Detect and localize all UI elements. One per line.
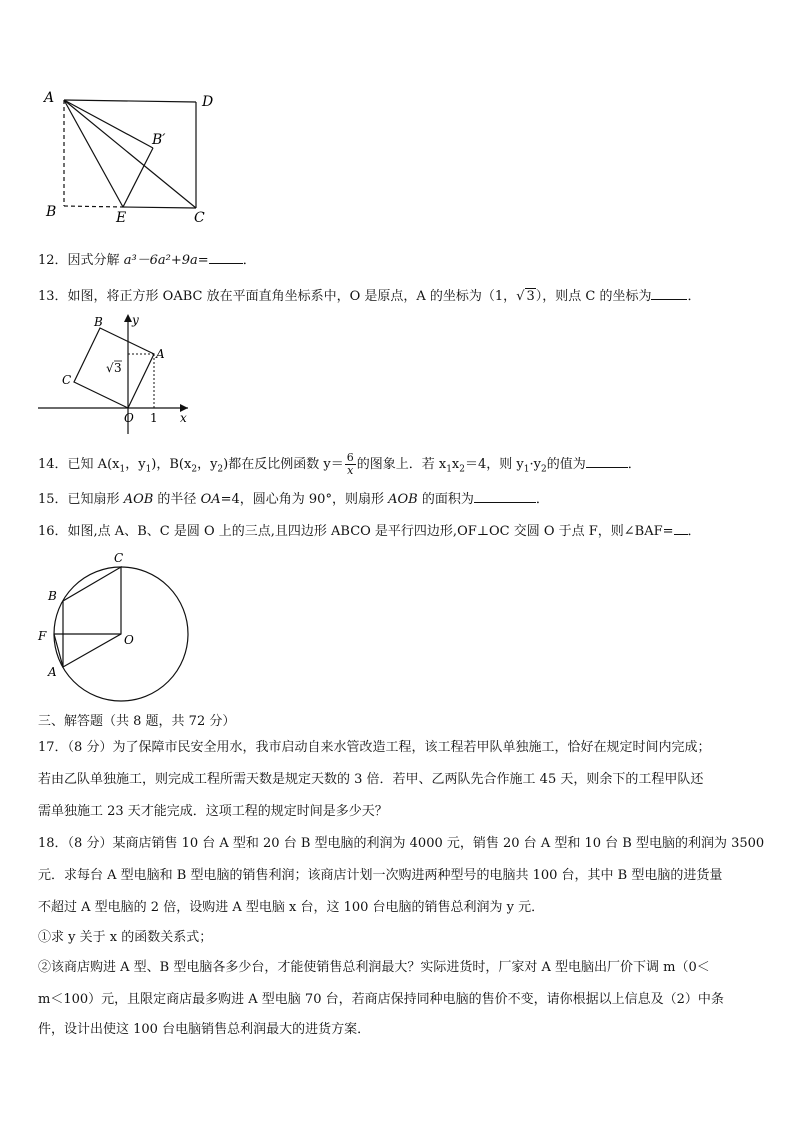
fig11-label-bprime: B′ [152, 132, 166, 148]
q14-denominator: x [347, 464, 354, 477]
q18-line-3: 不超过 A 型电脑的 2 倍，设购进 A 型电脑 x 台，这 100 台电脑的销售总利润为 y 元． [38, 900, 545, 915]
q15-part: 的半径 [153, 492, 201, 507]
q14-part: 的图象上．若 x [356, 457, 447, 472]
q14-part: ·y [529, 457, 541, 472]
q15-aob: AOB [123, 492, 154, 507]
q14-end: ． [627, 457, 641, 472]
question-15 [38, 490, 549, 508]
q14-sub: 2 [191, 464, 198, 475]
q13-rest: ），则点 C 的坐标为 [535, 289, 652, 304]
q14-part: x [451, 457, 460, 472]
q14-sub: 1 [145, 464, 152, 475]
q15-oa: OA [200, 492, 221, 507]
fig13-label-o: O [124, 411, 134, 425]
q18-line-7: 件，设计出使这 100 台电脑销售总利润最大的进货方案． [38, 1022, 371, 1037]
q14-sub: 2 [217, 464, 224, 475]
q18-line-2: 元．求每台 A 型电脑和 B 型电脑的销售利润；该商店计划一次购进两种型号的电脑共 100 台，其中 B 型电脑的进货量 [38, 868, 723, 883]
q12-text: 12．因式分解 [38, 253, 124, 268]
section-3-heading: 三、解答题（共 8 题，共 72 分） [38, 714, 236, 729]
fig11-label-b: B [46, 204, 57, 220]
q14-part: )都在反比例函数 y＝ [223, 457, 344, 472]
fig16-label-c: C [114, 551, 124, 565]
q14-sub: 1 [446, 464, 452, 475]
q14-sub: 2 [540, 464, 547, 475]
q14-part: 14．已知 A(x [38, 457, 120, 472]
q18-line-5: ②该商店购进 A 型、B 型电脑各多少台，才能使销售总利润最大？实际进货时，厂家对 A 型电脑出厂价下调 m（0＜ [38, 960, 710, 975]
q12-expression: a³－6a²+9a= [123, 253, 209, 268]
question-12 [38, 251, 256, 269]
q18-line-6: m＜100）元，且限定商店最多购进 A 型电脑 70 台，若商店保持同种电脑的售价不变，请你根据以上信息及（2）中条 [38, 992, 724, 1007]
fig16-label-o: O [124, 633, 134, 647]
q17-line-2: 若由乙队单独施工，则完成工程所需天数是规定天数的 3 倍．若甲、乙两队先合作施工 45 天，则余下的工程甲队还 [38, 772, 704, 787]
q14-part: ＝4，则 y [465, 457, 524, 472]
q14-part: ，y [125, 457, 146, 472]
question-14 [38, 452, 641, 478]
q15-answer-blank[interactable] [474, 490, 536, 503]
q16-text: 16．如图,点 A、B、C 是圆 O 上的三点,且四边形 ABCO 是平行四边形,OF⊥OC 交圆 O 于点 F，则∠BAF= [38, 524, 674, 539]
q16-answer-blank[interactable] [674, 522, 688, 535]
question-13: 13．如图，将正方形 OABC 放在平面直角坐标系中，O 是原点，A 的坐标为（1，√ 3），则点 C 的坐标为 ． [38, 289, 701, 304]
q14-part: )，B(x [151, 457, 192, 472]
q13-end: ． [687, 289, 701, 304]
figure-11-square-fold [38, 88, 228, 228]
q14-fraction [345, 452, 356, 477]
fig16-label-f: F [38, 629, 47, 643]
fig16-label-a: A [48, 665, 57, 679]
fig13-label-c: C [62, 373, 72, 387]
fig11-label-a: A [44, 90, 55, 106]
fig13-label-sqrt3: 3 [114, 361, 122, 375]
fig13-label-1: 1 [150, 411, 158, 425]
figure-13-coordinate-square [38, 310, 198, 440]
q12-answer-blank[interactable] [209, 251, 243, 264]
fig11-label-c: C [194, 210, 205, 226]
q12-end: ． [242, 253, 256, 268]
fig13-label-b: B [94, 315, 103, 329]
q15-part: 的面积为 [417, 492, 474, 507]
q14-numerator: 6 [346, 451, 354, 464]
q14-sub: 1 [523, 464, 530, 475]
q17-line-3: 需单独施工 23 天才能完成．这项工程的规定时间是多少天？ [38, 804, 388, 819]
q15-end: ． [535, 492, 549, 507]
q15-part: 15．已知扇形 [38, 492, 124, 507]
q14-part: 的值为 [546, 457, 586, 472]
q13-answer-blank[interactable] [651, 287, 687, 300]
q13-text: 13．如图，将正方形 OABC 放在平面直角坐标系中，O 是原点，A 的坐标为（1， [38, 289, 517, 304]
fig11-label-e: E [116, 210, 127, 226]
fig13-label-x: x [180, 411, 187, 425]
q14-answer-blank[interactable] [586, 455, 628, 468]
svg-text:√: √ [106, 361, 114, 375]
figure-16-circle [36, 548, 196, 708]
q14-sub: 2 [459, 464, 465, 475]
q18-line-1: 18．（8 分）某商店销售 10 台 A 型和 20 台 B 型电脑的利润为 4000 元，销售 20 台 A 型和 10 台 B 型电脑的利润为 3500 [38, 836, 765, 851]
fig13-label-a: A [156, 347, 165, 361]
q15-aob: AOB [388, 492, 418, 507]
fig13-label-y: y [132, 313, 139, 327]
fig11-label-d: D [202, 94, 214, 110]
fig16-label-b: B [48, 589, 57, 603]
q17-line-1: 17．（8 分）为了保障市民安全用水，我市启动自来水管改造工程，该工程若甲队单独施工，恰好在规定时间内完成； [38, 740, 711, 755]
q15-part: =4，圆心角为 90°，则扇形 [220, 492, 389, 507]
q13-sqrt: 3 [526, 289, 535, 304]
q16-end: ． [687, 524, 701, 539]
question-16 [38, 522, 701, 540]
q14-sub: 1 [119, 464, 126, 475]
q18-line-4: ①求 y 关于 x 的函数关系式； [38, 930, 213, 945]
q14-part: ，y [197, 457, 218, 472]
